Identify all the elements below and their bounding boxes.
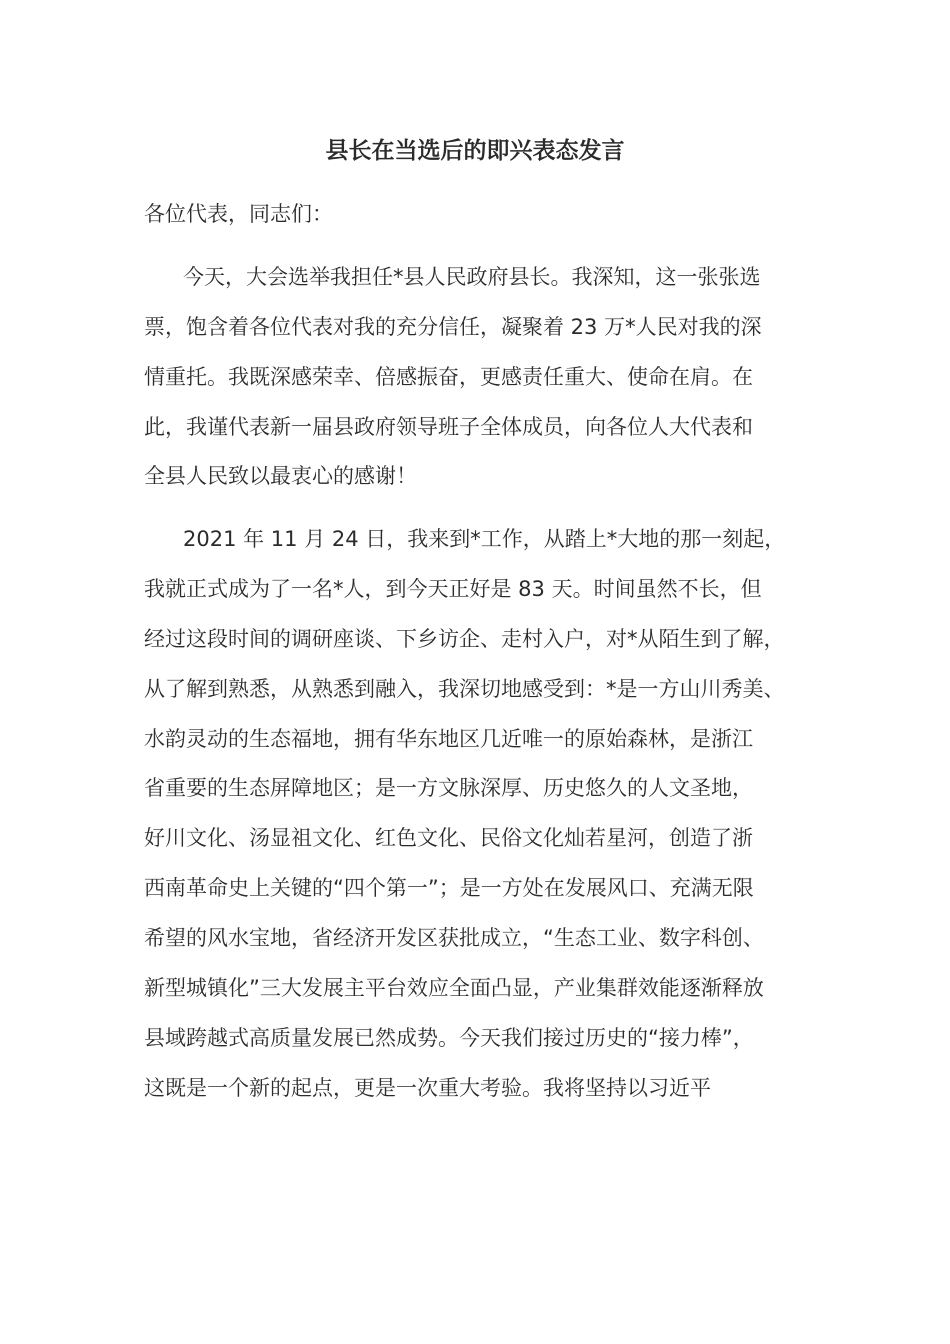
paragraph-line: 我就正式成为了一名*人，到今天正好是 83 天。时间虽然不长，但 <box>144 577 762 601</box>
paragraph-line: 水韵灵动的生态福地，拥有华东地区几近唯一的原始森林，是浙江 <box>144 727 753 751</box>
paragraph-line: 此，我谨代表新一届县政府领导班子全体成员，向各位人大代表和 <box>144 415 753 439</box>
paragraph-line: 经过这段时间的调研座谈、下乡访企、走村入户，对*从陌生到了解， <box>144 627 785 651</box>
paragraph-line: 情重托。我既深感荣幸、倍感振奋，更感责任重大、使命在肩。在 <box>144 365 753 389</box>
paragraph-line: 好川文化、汤显祖文化、红色文化、民俗文化灿若星河，创造了浙 <box>144 826 753 850</box>
paragraph-line: 新型城镇化”三大发展主平台效应全面凸显，产业集群效能逐渐释放 <box>144 976 764 1000</box>
paragraph-line: 全县人民致以最衷心的感谢！ <box>144 464 417 488</box>
paragraph-line: 希望的风水宝地，省经济开发区获批成立，“生态工业、数字科创、 <box>144 926 764 950</box>
paragraph-line: 县域跨越式高质量发展已然成势。今天我们接过历史的“接力棒”， <box>144 1026 754 1050</box>
paragraph-line: 从了解到熟悉，从熟悉到融入，我深切地感受到：*是一方山川秀美、 <box>144 677 785 701</box>
document-title: 县长在当选后的即兴表态发言 <box>325 138 625 164</box>
paragraph-line: 今天，大会选举我担任*县人民政府县长。我深知，这一张张选 <box>183 265 761 289</box>
paragraph-line: 2021 年 11 月 24 日，我来到*工作，从踏上*大地的那一刻起， <box>183 527 786 551</box>
salutation: 各位代表，同志们： <box>144 202 333 226</box>
paragraph-line: 西南革命史上关键的“四个第一”；是一方处在发展风口、充满无限 <box>144 876 754 900</box>
paragraph-line: 省重要的生态屏障地区；是一方文脉深厚、历史悠久的人文圣地， <box>144 776 753 800</box>
paragraph-line: 这既是一个新的起点，更是一次重大考验。我将坚持以习近平 <box>144 1076 711 1100</box>
paragraph-line: 票，饱含着各位代表对我的充分信任，凝聚着 23 万*人民对我的深 <box>144 315 762 339</box>
